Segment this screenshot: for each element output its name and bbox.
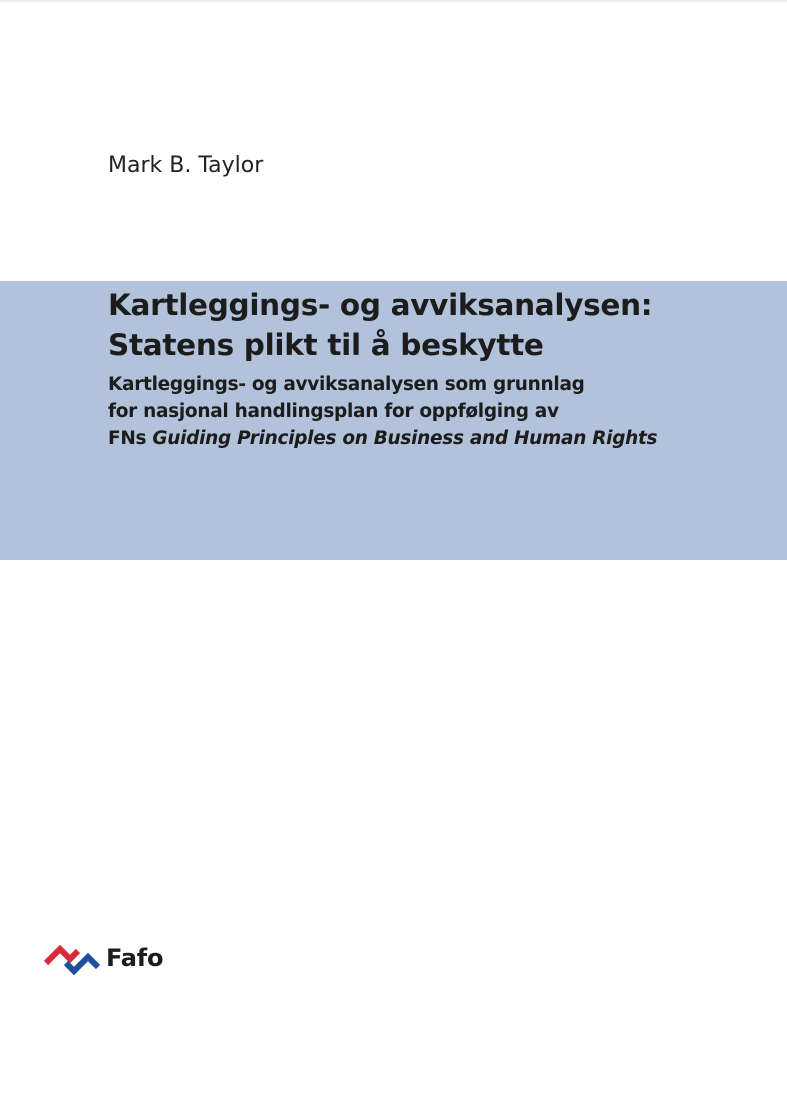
main-title-line-1: Kartleggings- og avviksanalysen: <box>108 288 653 322</box>
subtitle-line-3 <box>108 425 778 452</box>
main-title-line-2: Statens plikt til å beskytte <box>108 328 544 362</box>
logo-text: Fafo <box>106 944 164 972</box>
fafo-logo <box>44 938 163 978</box>
subtitle-line-1: Kartleggings- og avviksanalysen som grunnlag <box>108 374 585 395</box>
subtitle-line-3-italic: Guiding Principles on Business and Human Rights <box>152 428 658 449</box>
subtitle <box>108 371 778 452</box>
main-title <box>108 285 778 365</box>
title-band <box>0 281 787 560</box>
subtitle-line-3-prefix: FNs <box>108 428 153 449</box>
title-block <box>108 285 778 452</box>
subtitle-line-2: for nasjonal handlingsplan for oppfølging av <box>108 401 559 422</box>
top-rule <box>0 0 787 2</box>
fafo-logo-icon <box>44 939 100 977</box>
author-name: Mark B. Taylor <box>108 153 264 178</box>
